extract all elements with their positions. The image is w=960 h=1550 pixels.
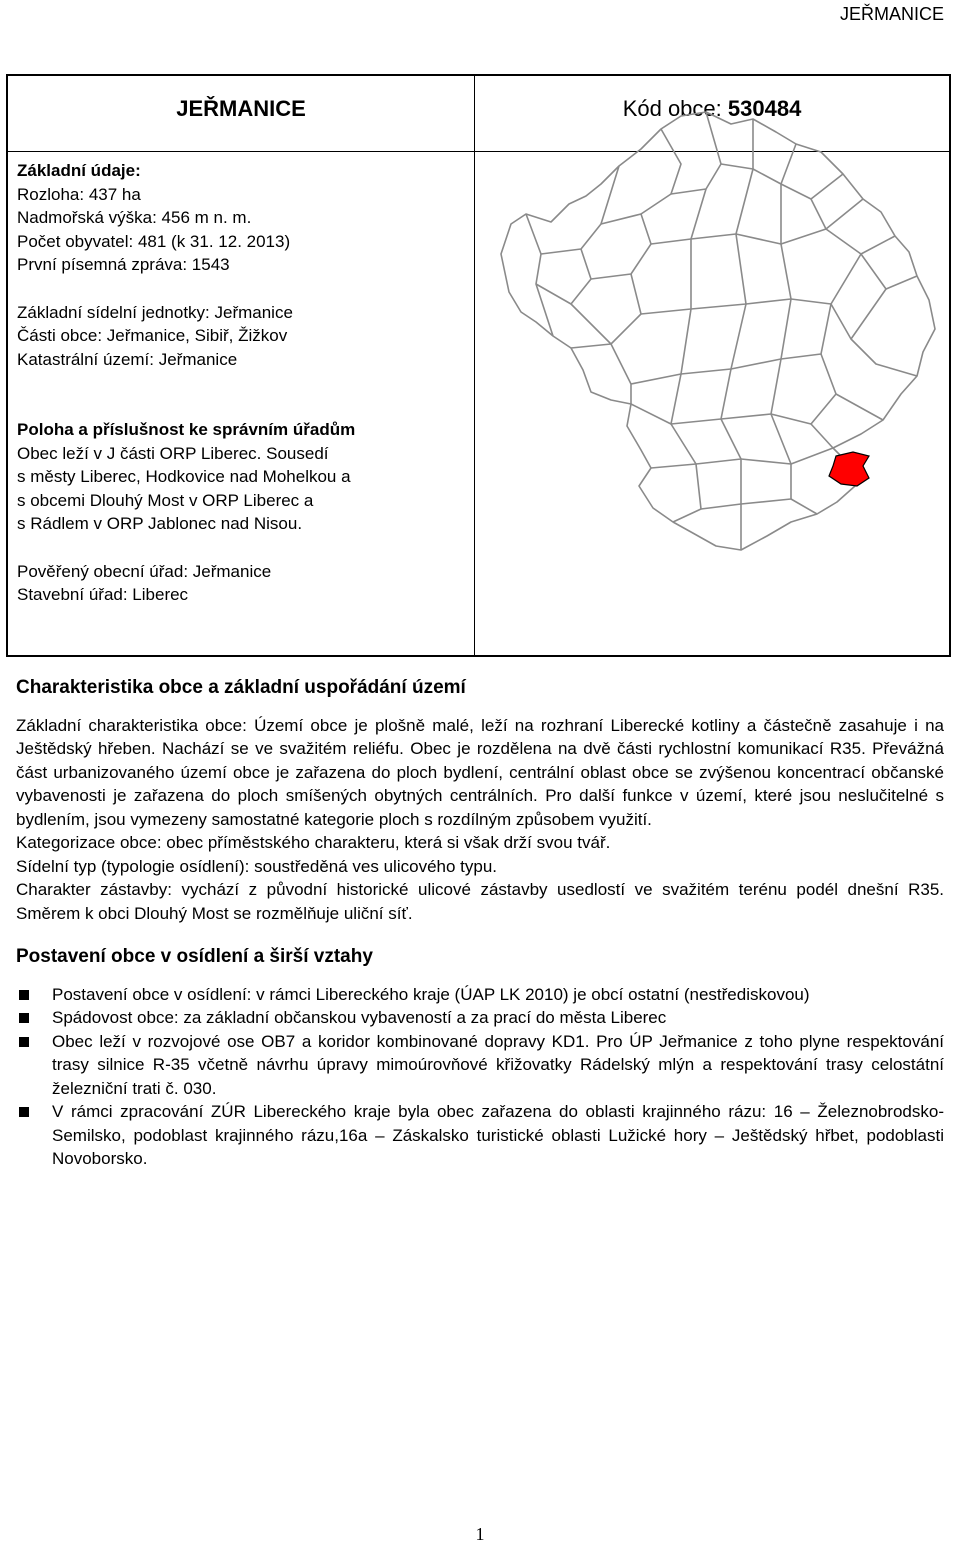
square-bullet-icon — [19, 1037, 29, 1047]
map-boundary — [826, 229, 895, 254]
code-label: Kód obce: — [622, 96, 722, 121]
orp-map-svg — [491, 104, 941, 564]
location-line: Obec leží v J části ORP Liberec. Sousedí — [17, 443, 329, 463]
location-title: Poloha a příslušnost ke správním úřadům — [17, 420, 356, 439]
list-item-text: Postavení obce v osídlení: v rámci Libereckého kraje (ÚAP LK 2010) je obcí ostatní (nestřediskovou) — [52, 984, 810, 1004]
list-item — [16, 983, 944, 1007]
map-boundary — [571, 274, 641, 348]
building-office: Stavební úřad: Liberec — [17, 585, 189, 604]
altitude: Nadmořská výška: 456 m n. m. — [17, 208, 252, 227]
map-boundary — [791, 254, 861, 304]
map-boundary — [781, 174, 843, 199]
location-line: s městy Liberec, Hodkovice nad Mohelkou a — [17, 467, 351, 486]
bullet-list — [16, 983, 944, 1171]
location-line: s obcemi Dlouhý Most v ORP Liberec a — [17, 490, 314, 510]
map-boundary — [736, 184, 781, 244]
map-boundary — [811, 424, 833, 448]
map-boundary — [651, 189, 706, 244]
map-boundary — [721, 119, 753, 169]
map-boundary — [781, 229, 826, 244]
square-bullet-icon — [19, 1013, 29, 1023]
map-boundary — [691, 169, 753, 239]
area: Rozloha: 437 ha — [17, 184, 141, 204]
settlement-units: Základní sídelní jednotky: Jeřmanice — [17, 302, 293, 322]
jermanice-highlight — [829, 452, 869, 486]
map-boundary — [791, 499, 817, 514]
map-boundary — [671, 112, 721, 194]
map-boundary — [746, 244, 791, 304]
basic-data-title: Základní údaje: — [17, 161, 141, 180]
map-boundary — [791, 448, 833, 464]
map-boundary — [821, 354, 883, 420]
main-text — [16, 676, 944, 1171]
map-boundary — [536, 249, 591, 304]
section-title-characteristics: Charakteristika obce a základní uspořádání území — [16, 677, 466, 698]
code-value: 530484 — [727, 96, 802, 121]
map-boundary — [651, 424, 696, 468]
municipality-parts: Části obce: Jeřmanice, Sibiř, Žižkov — [17, 326, 288, 345]
list-item-text: Obec leží v rozvojové ose OB7 a koridor kombinované dopravy KD1. Pro ÚP Jeřmanice z toho plyne respektování trasy silnice R-35 včetně návrhu úpravy mimoúrovňové křižovatky Rádelský mlýn a respektování trasy celostátní železniční trati č. 030. — [52, 1031, 944, 1098]
list-item — [16, 1030, 944, 1101]
section-title-settlement: Postavení obce v osídlení a širší vztahy — [16, 946, 373, 967]
map-boundary — [831, 289, 886, 339]
cadastral-area: Katastrální území: Jeřmanice — [17, 349, 238, 369]
map-boundary — [741, 464, 791, 504]
map-boundary — [741, 414, 791, 464]
map-boundary — [591, 214, 651, 279]
paragraph: Kategorizace obce: obec příměstského charakteru, která si však drží svou tvář. — [16, 833, 611, 852]
map-boundary — [771, 394, 836, 424]
map-boundary — [851, 339, 917, 376]
first-mention: První písemná zpráva: 1543 — [17, 255, 230, 274]
map-boundary — [611, 344, 631, 404]
map-boundary — [861, 254, 917, 289]
map-boundary — [753, 144, 796, 184]
map-boundary — [811, 199, 863, 229]
map-boundary — [631, 309, 691, 384]
list-item-text: Spádovost obce: za základní občanskou vybaveností a za prací do města Liberec — [52, 1008, 667, 1027]
map-outer-boundary — [501, 112, 935, 550]
paragraph: Charakter zástavby: vychází z původní historické ulicové zástavby usedlostí ve svažitém terénu podél dnešní R35. Směrem k obci Dlouhý Most se rozmělňuje uliční síť. — [16, 880, 944, 923]
map-boundary — [701, 459, 741, 509]
running-header: JEŘMANICE — [839, 4, 944, 24]
municipality-name: JEŘMANICE — [176, 96, 306, 121]
map-boundary — [673, 464, 701, 522]
location-line: s Rádlem v ORP Jablonec nad Nisou. — [17, 514, 303, 533]
square-bullet-icon — [19, 990, 29, 1000]
info-column — [17, 159, 467, 607]
paragraph: Sídelní typ (typologie osídlení): soustředěná ves ulicového typu. — [16, 856, 498, 876]
map-boundary — [631, 374, 681, 424]
map-boundary — [571, 304, 611, 344]
square-bullet-icon — [19, 1107, 29, 1117]
list-item — [16, 1006, 944, 1030]
map-boundary — [641, 129, 681, 214]
map-boundary — [721, 359, 781, 419]
population: Počet obyvatel: 481 (k 31. 12. 2013) — [17, 231, 291, 251]
map-boundary — [696, 419, 741, 464]
orp-map — [491, 104, 941, 564]
page-number: 1 — [475, 1524, 485, 1544]
map-boundary — [691, 234, 746, 309]
divider-vertical — [474, 76, 475, 655]
map-boundary — [541, 166, 619, 254]
paragraph: Základní charakteristika obce: Území obce je plošně malé, leží na rozhraní Liberecké kotliny a částečně zasahuje i na Ještědský hřeben. Nachází se ve svažitém reliéfu. Obec je rozdělena na dvě části rychlostní komunikací R35. Převážná část urbanizovaného území obce je zařazena do ploch bydlení, centrální oblast obce se zvýšenou koncentrací občanské vybavenosti je zařazena do ploch smíšených obytných centrálních. Pro další funkce v území, které jsou neslučitelné s bydlením, jsou vymezeny samostatné kategorie ploch s rozdílným způsobem využití. — [16, 715, 944, 829]
map-boundary — [641, 239, 691, 314]
list-item-text: V rámci zpracování ZÚR Libereckého kraje byla obec zařazena do oblasti krajinného rázu: 16 – Železnobrodsko-Semilsko, podoblast krajinného rázu,16a – Záskalsko turistické oblasti Lužické hory – Ještědský hřbet, podoblasti Novoborsko. — [52, 1102, 944, 1168]
authorized-office: Pověřený obecní úřad: Jeřmanice — [17, 561, 272, 581]
list-item — [16, 1100, 944, 1171]
